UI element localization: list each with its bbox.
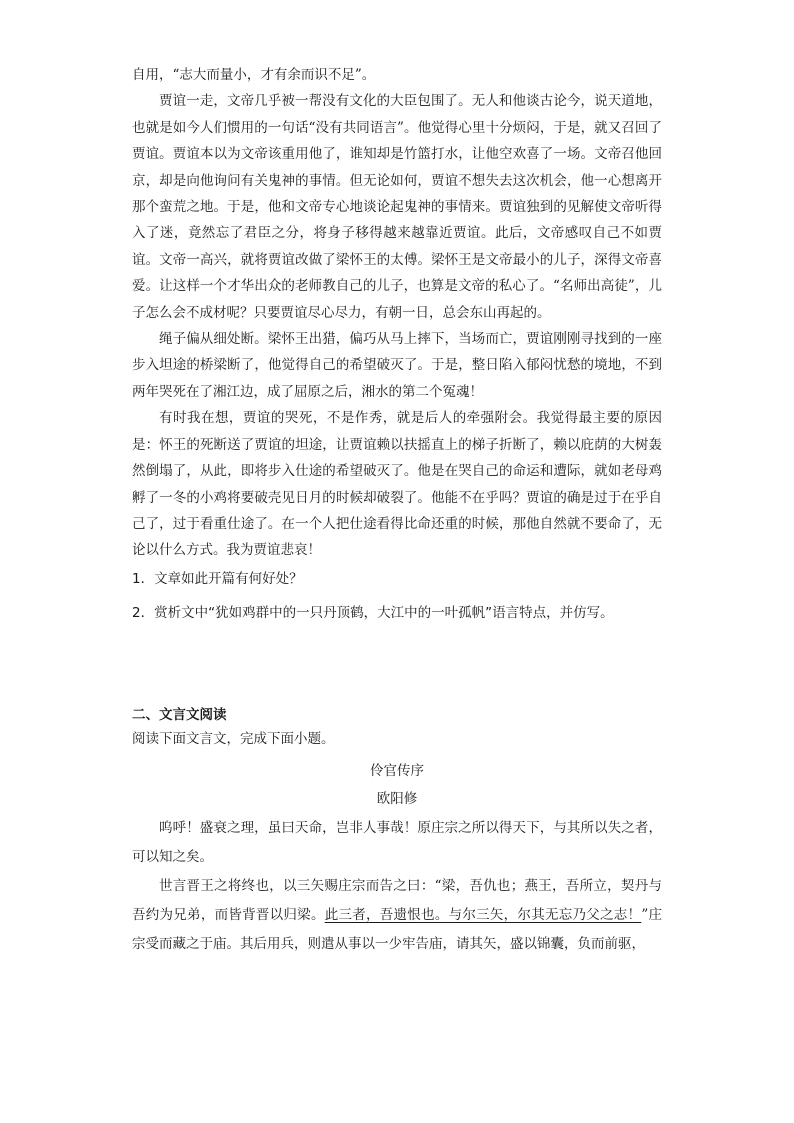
passage — [132, 62, 662, 564]
classical-paragraph-1: 呜呼！盛衰之理，虽曰天命，岂非人事哉！原庄宗之所以得天下，与其所以失之者，可以知之矣。 — [132, 819, 662, 865]
passage-paragraph-1: 自用，“志大而量小，才有余而识不足”。 — [132, 67, 376, 83]
passage-paragraph-3: 绳子偏从细处断。梁怀王出猎，偏巧从马上摔下，当场而亡，贾谊刚刚寻找到的一座步入坦途的桥梁断了，他觉得自己的希望破灭了。于是，整日陷入郁闷忧愁的境地，不到两年哭死在了湘江边，成了屈原之后，湘水的第二个冤魂！ — [132, 331, 662, 400]
underlined-sentence: 此三者，吾遗恨也。与尔三矢，尔其无忘乃父之志！ — [324, 906, 642, 923]
passage-paragraph-2: 贾谊一走，文帝几乎被一帮没有文化的大臣包围了。无人和他谈古论今，说天道地，也就是如今人们惯用的一句话“没有共同语言”。他觉得心里十分烦闷，于是，就又召回了贾谊。贾谊本以为文帝该重用他了，谁知却是竹篮打水，让他空欢喜了一场。文帝召他回京，却是向他询问有关鬼神的事情。但无论如何，贾谊不想失去这次机会，他一心想离开那个蛮荒之地。于是，他和文帝专心地谈论起鬼神的事情来。贾谊独到的见解使文帝听得入了迷，竟然忘了君臣之分，将身子移得越来越靠近贾谊。此后，文帝感叹自己不如贾谊。文帝一高兴，就将贾谊改做了梁怀王的太傅。梁怀王是文帝最小的儿子，深得文帝喜爱。让这样一个才华出众的老师教自己的儿子，也算是文帝的私心了。“名师出高徒”，儿子怎么会不成材呢？只要贾谊尽心尽力，有朝一日，总会东山再起的。 — [132, 93, 662, 321]
classical-text-after-underline: ”庄宗受而藏之于庙。其后用兵，则遣从事以一少牢告庙，请其矢，盛以锦囊，负而前驱， — [132, 906, 662, 952]
question-1: 1．文章如此开篇有何好处？ — [132, 570, 303, 587]
document-page — [132, 62, 662, 959]
classical-text-author: 欧阳修 — [376, 790, 418, 807]
passage-paragraph-4: 有时我在想，贾谊的哭死，不是作秀，就是后人的牵强附会。我觉得最主要的原因是：怀王的死断送了贾谊的坦途，让贾谊赖以扶摇直上的梯子折断了，赖以庇荫的大树轰然倒塌了，从此，即将步入仕途的希望破灭了。他是在哭自己的命运和遭际，就如老母鸡孵了一冬的小鸡将要破壳见日月的时候却破裂了。他能不在乎吗？贾谊的确是过于在乎自己了，过于看重仕途了。在一个人把仕途看得比命还重的时候，那他自然就不要命了，无论以什么方式。我为贾谊悲哀！ — [132, 410, 662, 559]
question-2: 2．赏析文中“犹如鸡群中的一只丹顶鹤，大江中的一叶孤帆”语言特点，并仿写。 — [132, 604, 614, 621]
classical-text-title: 伶官传序 — [370, 762, 424, 779]
classical-paragraph-2 — [132, 872, 662, 959]
section-heading: 二、文言文阅读 — [132, 706, 227, 723]
section-instruction: 阅读下面文言文，完成下面小题。 — [132, 730, 335, 747]
classical-text-before-underline: 世言晋王之将终也，以三矢赐庄宗而告之曰：“梁，吾仇也；燕王，吾所立，契丹与吾约为兄弟，而皆背晋以归梁。 — [132, 877, 662, 923]
